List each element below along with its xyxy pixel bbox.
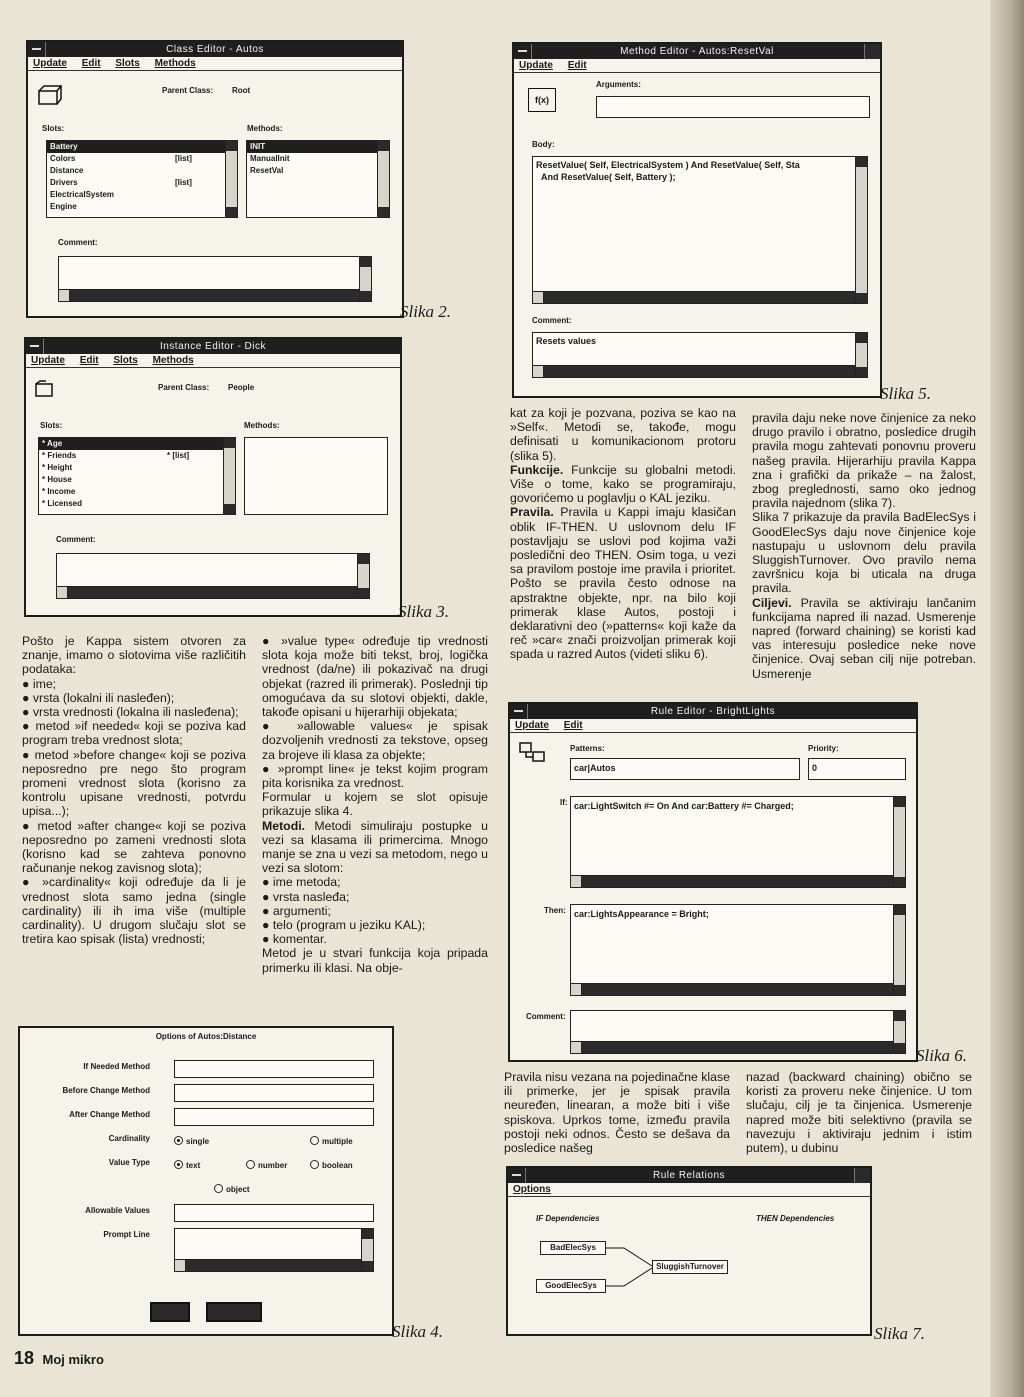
bullet-item: ● »allowable values« je spisak dozvoljenih vrednosti za tekstove, opseg za brojeve ili klasa za objekte; [262, 719, 488, 762]
rule-editor-window [508, 702, 918, 1062]
priority-field[interactable]: 0 [808, 758, 906, 780]
radio-boolean[interactable] [310, 1160, 353, 1170]
text-column-third [510, 406, 736, 662]
options-title: Options of Autos:Distance [155, 1032, 257, 1041]
class-editor-menubar [28, 57, 402, 71]
allowable-values-label: Allowable Values [85, 1206, 150, 1215]
vertical-scrollbar[interactable] [377, 141, 389, 217]
bullet-item: ● vrsta vrednosti (lokalna ili nasleđena); [22, 705, 239, 720]
class-editor-window [26, 40, 404, 318]
menu-options[interactable]: Options [513, 1184, 551, 1195]
ok-button[interactable] [150, 1302, 190, 1322]
slot-name: Colors [50, 154, 76, 163]
radio-text[interactable] [174, 1160, 200, 1170]
text-column-middle [262, 634, 488, 975]
patterns-field[interactable]: car|Autos [570, 758, 800, 780]
caption-slika-7: Slika 7. [874, 1324, 925, 1343]
paragraph: pravila daju neke nove činjenice za neko drugo pravilo i obratno, posledice drugih pravila mogu zahtevati ponovnu proveru našeg pravila. Hijerarhiju pravila Kappa zna i grafički da prikaže – na žalost, zbog preglednosti, samo oko jednog pravila najednom (slika 7). [752, 411, 976, 511]
text-column-right [752, 411, 976, 681]
body-line-1: ResetValue( Self, ElectricalSystem ) And ResetValue( Self, Sta [536, 160, 800, 170]
slots-list[interactable] [38, 437, 236, 515]
paragraph: Slika 7 prikazuje da pravila BadElecSys i GoodElecSys daju nove činjenice koje nastupaju u uslovnom delu pravila SluggishTurnover. Ovo pravilo nema završnicu koja bi uticala na druga pravila. [752, 510, 976, 596]
bullet-item: ● komentar. [262, 932, 327, 947]
arguments-field[interactable] [596, 96, 870, 118]
menu-edit[interactable]: Edit [563, 720, 583, 731]
method-editor-titlebar[interactable] [514, 44, 880, 59]
menu-edit[interactable]: Edit [567, 60, 587, 71]
list-item[interactable] [39, 450, 235, 462]
patterns-label: Patterns: [570, 744, 605, 753]
menu-update[interactable]: Update [31, 355, 65, 366]
paragraph [262, 819, 488, 876]
radio-icon [246, 1160, 255, 1169]
parent-class-label: Parent Class: [162, 86, 214, 95]
rule-relations-window [506, 1166, 872, 1336]
instance-editor-window [24, 337, 402, 617]
slot-tag: * [list] [167, 451, 190, 460]
if-label: If: [560, 798, 568, 807]
instance-editor-titlebar[interactable] [26, 339, 400, 354]
slot-name: Battery [50, 142, 78, 151]
horizontal-scrollbar[interactable] [57, 586, 357, 598]
vertical-scrollbar[interactable] [855, 333, 867, 377]
section-heading: Metodi. [262, 818, 306, 833]
paragraph: Pošto je Kappa sistem otvoren za znanje, imamo o slotovima više različitih podataka: [22, 634, 246, 677]
bullet-item: ● vrsta (lokalni ili nasleđen); [22, 690, 175, 705]
window-title: Class Editor - Autos [166, 44, 264, 55]
cancel-button[interactable] [206, 1302, 262, 1322]
list-item[interactable] [39, 486, 235, 498]
page-number: 18 [14, 1348, 35, 1368]
page-spine-shadow [990, 0, 1024, 1397]
methods-list[interactable] [246, 140, 390, 218]
bullet-item: ● metod »before change« koji se poziva neposredno pre nego što program promeni vrednost slota (korisno za kontrolu upisane vrednosti, potvrdu upisa...); [22, 747, 246, 819]
section-text: Metodi simuliraju postupke u vezi sa klasama ili primercima. Mnogo manje se zna u vezi sa metodom, nego u vezi sa slotom: [262, 818, 488, 876]
value-type-label: Value Type [108, 1158, 150, 1167]
horizontal-scrollbar[interactable] [571, 1041, 893, 1053]
bullet-item: ● metod »if needed« koji se poziva kad program treba vrednost slota; [22, 719, 246, 748]
text-bottom-right [746, 1070, 972, 1155]
horizontal-scrollbar[interactable] [571, 875, 893, 887]
radio-label: multiple [322, 1137, 353, 1146]
parent-class-value: Root [232, 86, 251, 95]
menu-edit[interactable]: Edit [79, 355, 99, 366]
system-menu-icon[interactable] [26, 339, 44, 354]
caption-slika-2: Slika 2. [400, 302, 451, 321]
slot-name: * Friends [42, 451, 77, 460]
class-editor-titlebar[interactable] [28, 42, 402, 57]
section-text: Pravila se aktiviraju lančanim funkcijama napred ili nazad. Usmerenje napred (forward chaining) se koristi kad vas interesuju posledice neke nove činjenice. Ovaj seban cilj nije potreban. Usmerenje [752, 595, 976, 681]
menu-slots[interactable]: Slots [115, 58, 140, 69]
options-window [18, 1026, 394, 1336]
vertical-scrollbar[interactable] [359, 257, 371, 301]
instance-editor-menubar [26, 354, 400, 368]
vertical-scrollbar[interactable] [225, 141, 237, 217]
radio-label: object [226, 1185, 250, 1194]
allowable-values-field[interactable] [174, 1204, 374, 1222]
comment-field[interactable] [56, 553, 370, 599]
slot-name: * Licensed [42, 499, 83, 508]
bullet-item: ● telo (program u jeziku KAL); [262, 918, 426, 933]
system-menu-icon[interactable] [514, 44, 532, 59]
paragraph: kat za koji je pozvana, poziva se kao na »Self«. Metodi se, takođe, mogu definisati u komunikacionom protoru (slika 5). [510, 406, 736, 463]
if-needed-label: If Needed Method [83, 1062, 150, 1071]
method-name: ManualInit [250, 154, 290, 163]
section-heading: Funkcije. [510, 462, 564, 477]
menu-update[interactable]: Update [519, 60, 553, 71]
slot-name: * House [42, 475, 72, 484]
list-item[interactable] [39, 498, 235, 510]
slot-name: Drivers [50, 178, 78, 187]
list-item[interactable] [247, 165, 389, 177]
radio-selected-icon [174, 1160, 183, 1169]
menu-edit[interactable]: Edit [81, 58, 101, 69]
window-title: Instance Editor - Dick [159, 341, 267, 352]
bullet-item: ● »prompt line« je tekst kojim program pita korisnika za vrednost. [262, 761, 488, 791]
comment-label: Comment: [526, 1012, 566, 1021]
list-item[interactable] [47, 177, 237, 189]
radio-icon [310, 1160, 319, 1169]
magazine-name: Moj mikro [42, 1352, 104, 1367]
list-item[interactable] [247, 141, 389, 153]
caption-slika-3: Slika 3. [398, 602, 449, 621]
slot-tag: [list] [175, 154, 192, 163]
rule-icon [518, 740, 548, 764]
arguments-label: Arguments: [596, 80, 641, 89]
menu-update[interactable]: Update [33, 58, 67, 69]
menu-update[interactable]: Update [515, 720, 549, 731]
methods-list[interactable] [244, 437, 388, 515]
parent-class-label: Parent Class: [158, 383, 210, 392]
list-item[interactable] [47, 153, 237, 165]
methods-label: Methods: [247, 124, 283, 133]
text-column-left [22, 634, 246, 946]
node-goodelecsys[interactable]: GoodElecSys [536, 1279, 606, 1293]
vertical-scrollbar[interactable] [893, 797, 905, 887]
node-badelecsys[interactable]: BadElecSys [540, 1241, 606, 1255]
slot-name: Distance [50, 166, 84, 175]
horizontal-scrollbar[interactable] [533, 291, 855, 303]
bullet-item: ● »cardinality« koji određuje da li je vrednost slota samo jedna (single cardinality) ili ih ima više (multiple cardinality). U drugom slučaju slot se tretira kao spisak (lista) vrednosti; [22, 875, 246, 947]
radio-label: boolean [322, 1161, 353, 1170]
then-value: car:LightsAppearance = Bright; [574, 909, 709, 919]
body-label: Body: [532, 140, 555, 149]
bullet-item: ● vrsta nasleđa; [262, 889, 350, 904]
node-sluggishturnover[interactable]: SluggishTurnover [652, 1260, 728, 1274]
method-editor-window [512, 42, 882, 398]
menu-slots[interactable]: Slots [113, 355, 138, 366]
method-name: ResetVal [250, 166, 284, 175]
slot-name: * Income [42, 487, 76, 496]
bullet-item: ● ime metoda; [262, 875, 341, 890]
function-icon: f(x) [528, 88, 556, 112]
slots-list[interactable] [46, 140, 238, 218]
if-field[interactable] [570, 796, 906, 888]
after-change-field[interactable] [174, 1108, 374, 1126]
section-text: Pravila u Kappi imaju klasičan oblik IF-THEN. U uslovnom delu IF postavljaju se uslovi pod kojima važi posledični deo THEN. Osim toga, u vezi sa pravilom postoje ime pravila i prioritet. Pošto se pravila često odnose na apstraktne objekte, npr. na bilo koji primerak klase Autos, postoji i deklarativni deo (»patterns« koji kaže da reč »car« znači proizvoljan primerak koji spada u razred Autos (videti sliku 6). [510, 505, 736, 662]
vertical-scrollbar[interactable] [855, 157, 867, 303]
section-heading: Pravila. [510, 505, 554, 520]
radio-icon [214, 1184, 223, 1193]
list-item[interactable] [39, 474, 235, 486]
section-heading: Ciljevi. [752, 595, 792, 610]
horizontal-scrollbar[interactable] [175, 1259, 361, 1271]
prompt-line-label: Prompt Line [103, 1230, 150, 1239]
radio-selected-icon [174, 1136, 183, 1145]
text-bottom-middle [504, 1070, 730, 1155]
priority-label: Priority: [808, 744, 839, 753]
list-item[interactable] [47, 189, 237, 201]
before-change-field[interactable] [174, 1084, 374, 1102]
section-text: Funkcije su globalni metodi. Više o tome, kako se programiraju, govorićemo u poglavlju o KAL jeziku. [510, 462, 736, 506]
comment-label: Comment: [532, 316, 572, 325]
horizontal-scrollbar[interactable] [571, 983, 893, 995]
then-field[interactable] [570, 904, 906, 996]
vertical-scrollbar[interactable] [361, 1229, 373, 1271]
vertical-scrollbar[interactable] [357, 554, 369, 598]
slots-label: Slots: [40, 421, 63, 430]
radio-object[interactable] [214, 1184, 250, 1194]
if-value: car:LightSwitch #= On And car:Battery #= Charged; [574, 801, 794, 811]
radio-multiple[interactable] [310, 1136, 353, 1146]
class-box-icon [36, 84, 62, 106]
list-item[interactable] [47, 201, 237, 213]
caption-slika-6: Slika 6. [916, 1046, 967, 1065]
method-editor-menubar [514, 59, 880, 73]
paragraph [510, 505, 736, 661]
cardinality-label: Cardinality [108, 1134, 150, 1143]
if-dependencies-label: IF Dependencies [536, 1214, 600, 1223]
slot-name: * Height [42, 463, 73, 472]
horizontal-scrollbar[interactable] [59, 289, 359, 301]
after-change-label: After Change Method [69, 1110, 150, 1119]
radio-single[interactable] [174, 1136, 209, 1146]
bullet-item: ● argumenti; [262, 903, 331, 918]
list-item[interactable] [39, 438, 235, 450]
paragraph [510, 463, 736, 506]
comment-field[interactable] [532, 332, 868, 378]
if-needed-field[interactable] [174, 1060, 374, 1078]
then-label: Then: [544, 906, 566, 915]
radio-label: single [186, 1137, 210, 1146]
radio-label: number [258, 1161, 288, 1170]
list-item[interactable] [247, 153, 389, 165]
bullet-item: ● ime; [22, 676, 57, 691]
horizontal-scrollbar[interactable] [533, 365, 855, 377]
menu-methods[interactable]: Methods [152, 355, 194, 366]
paragraph: nazad (backward chaining) obično se koristi za proveru neke činjenice. U tom slučaju, cilj je ta činjenica. Usmerenje napred može biti selektivno (pravila se navezuju i aktiviraju jednim i istim putem), u dubinu [746, 1070, 972, 1156]
paragraph: Pravila nisu vezana na pojedinačne klase ili primerke, jer je spisak pravila neuređen, linearan, a može biti i više spiskova. Uprkos tome, između pravila postoji neki odnos. Često se dešava da posledice našeg [504, 1070, 730, 1156]
maximize-icon[interactable] [864, 44, 880, 59]
vertical-scrollbar[interactable] [893, 905, 905, 995]
slot-name: Engine [50, 202, 77, 211]
window-title: Method Editor - Autos:ResetVal [620, 46, 774, 57]
slot-name: ElectricalSystem [50, 190, 115, 199]
comment-field[interactable] [58, 256, 372, 302]
bullet-item: ● metod »after change« koji se poziva neposredno po zameni vrednosti slota (korisno kad se zahteva ponovno računanje nekog zavisnog slota); [22, 818, 246, 876]
rule-editor-menubar [510, 719, 916, 733]
list-item[interactable] [47, 165, 237, 177]
system-menu-icon[interactable] [28, 42, 46, 57]
menu-methods[interactable]: Methods [154, 58, 196, 69]
list-item[interactable] [47, 141, 237, 153]
vertical-scrollbar[interactable] [893, 1011, 905, 1053]
slot-tag: [list] [175, 178, 192, 187]
paragraph: Metod je u stvari funkcija koja pripada primerku ili klasi. Na obje- [262, 946, 488, 975]
rule-editor-titlebar[interactable] [510, 704, 916, 719]
comment-value: Resets values [536, 336, 597, 346]
methods-label: Methods: [244, 421, 280, 430]
paragraph [752, 596, 976, 681]
instance-box-icon [34, 379, 56, 399]
window-title: Rule Editor - BrightLights [650, 706, 776, 717]
radio-icon [310, 1136, 319, 1145]
parent-class-value: People [228, 383, 255, 392]
slot-name: * Age [42, 439, 63, 448]
comment-label: Comment: [56, 535, 96, 544]
body-field[interactable] [532, 156, 868, 304]
radio-number[interactable] [246, 1160, 287, 1170]
comment-field[interactable] [570, 1010, 906, 1054]
method-name: INIT [250, 142, 266, 151]
page-footer [14, 1348, 104, 1369]
before-change-label: Before Change Method [62, 1086, 150, 1095]
window-title: Rule Relations [652, 1170, 726, 1181]
paragraph: Formular u kojem se slot opisuje prikazuje slika 4. [262, 790, 488, 819]
body-line-2: And ResetValue( Self, Battery ); [541, 172, 676, 182]
radio-label: text [186, 1161, 201, 1170]
system-menu-icon[interactable] [510, 704, 528, 719]
caption-slika-5: Slika 5. [880, 384, 931, 403]
caption-slika-4: Slika 4. [392, 1322, 443, 1341]
list-item[interactable] [39, 462, 235, 474]
then-dependencies-label: THEN Dependencies [756, 1214, 835, 1223]
prompt-line-field[interactable] [174, 1228, 374, 1272]
slots-label: Slots: [42, 124, 65, 133]
bullet-item: ● »value type« određuje tip vrednosti slota koja može biti tekst, broj, logička vrednost (da/ne) ili pokazivač na drugi objekat (razred ili primerak). Poslednji tip omogućava da su slotovi objekti, dakle, takođe opisani u hijerarhiji objekata; [262, 634, 488, 720]
comment-label: Comment: [58, 238, 98, 247]
vertical-scrollbar[interactable] [223, 438, 235, 514]
